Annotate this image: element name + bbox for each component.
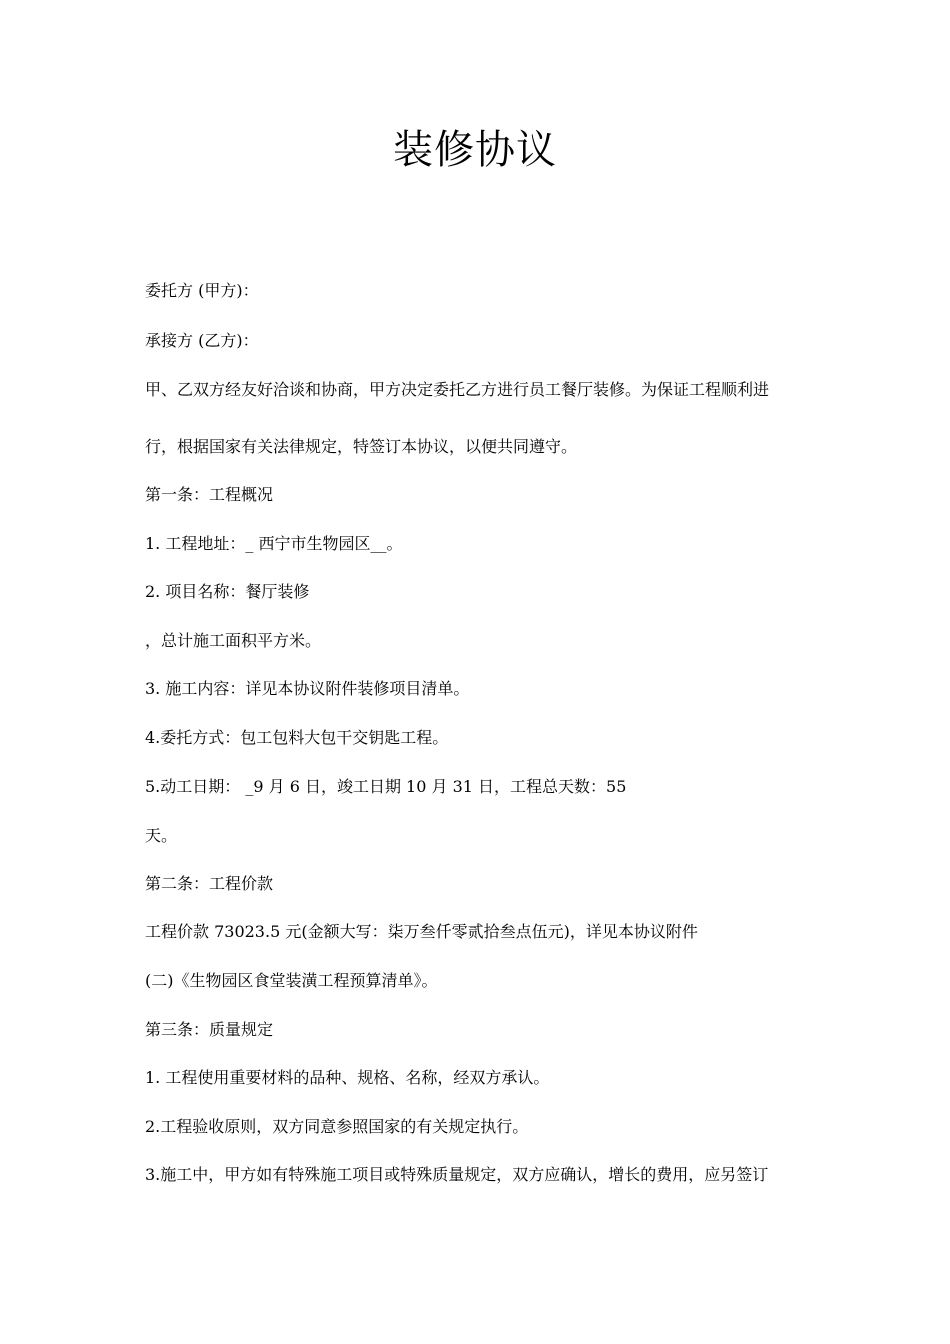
article-1-item-dates-cont: 天。	[145, 826, 178, 845]
article-1-heading: 第一条：工程概况	[145, 485, 274, 504]
article-2-price-line: 工程价款 73023.5 元(金额大写：柒万叁仟零贰拾叁点伍元)，详见本协议附件	[145, 922, 698, 941]
preamble-line-2: 行，根据国家有关法律规定，特签订本协议，以便共同遵守。	[145, 437, 578, 456]
article-3-item-materials: 1. 工程使用重要材料的品种、规格、名称，经双方承认。	[145, 1068, 550, 1087]
document-title: 装修协议	[393, 127, 557, 173]
article-1-item-area: ，总计施工面积平方米。	[145, 631, 322, 650]
article-1-item-method: 4.委托方式：包工包料大包干交钥匙工程。	[145, 728, 449, 747]
article-2-price-line-cont: (二)《生物园区食堂装潢工程预算清单》。	[145, 971, 438, 990]
article-2-heading: 第二条：工程价款	[145, 874, 274, 893]
article-3-heading: 第三条：质量规定	[145, 1020, 274, 1039]
preamble-line-1: 甲、乙双方经友好洽谈和协商，甲方决定委托乙方进行员工餐厅装修。为保证工程顺利进	[145, 380, 770, 399]
article-1-item-content: 3. 施工内容：详见本协议附件装修项目清单。	[145, 679, 470, 698]
article-1-item-dates: 5.动工日期： _9 月 6 日，竣工日期 10 月 31 日，工程总天数：55	[145, 777, 627, 796]
article-3-item-acceptance: 2.工程验收原则，双方同意参照国家的有关规定执行。	[145, 1117, 529, 1136]
article-1-item-project-name: 2. 项目名称：餐厅装修	[145, 582, 310, 601]
article-3-item-special: 3.施工中，甲方如有特殊施工项目或特殊质量规定，双方应确认，增长的费用，应另签订	[145, 1165, 769, 1184]
client-party-line: 委托方 (甲方)：	[145, 281, 259, 300]
contractor-party-line: 承接方 (乙方)：	[145, 331, 259, 350]
article-1-item-address: 1. 工程地址：_ 西宁市生物园区__。	[145, 534, 403, 553]
